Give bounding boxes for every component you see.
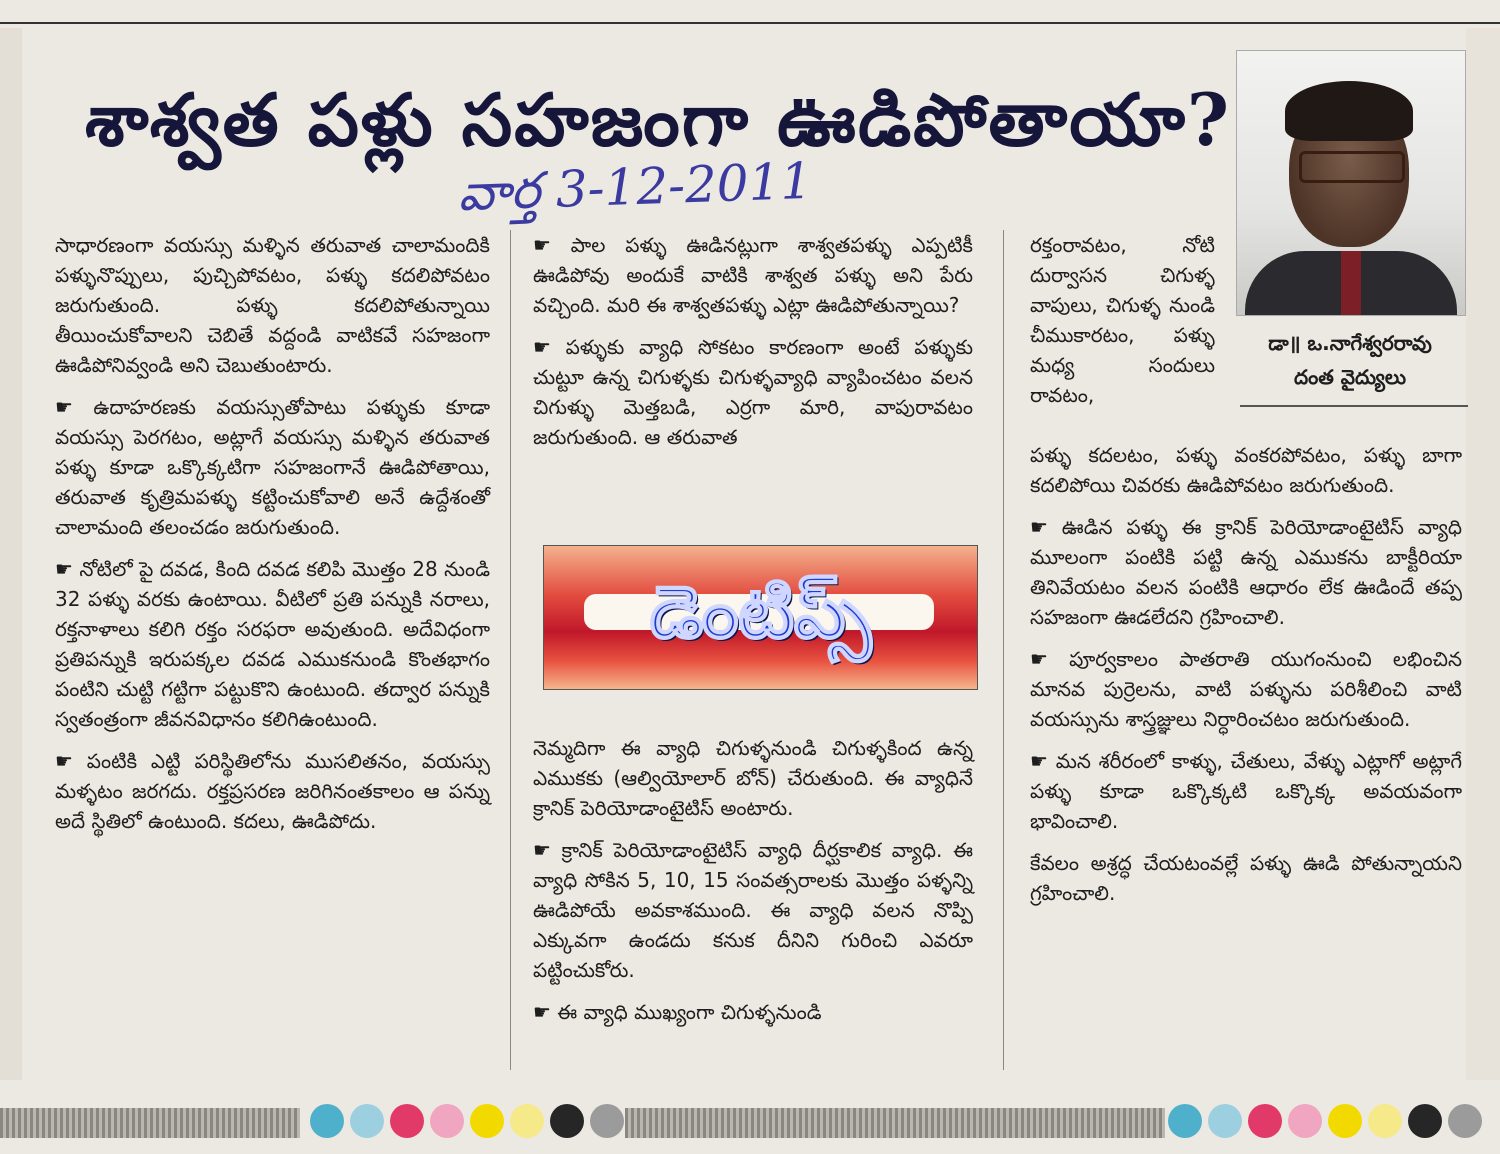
registration-dot [510,1104,544,1138]
paragraph: ☛ పంటికి ఎట్టి పరిస్థితిలోను ముసలితనం, వయస్సు మళ్ళటం జరగదు. రక్తప్రసరణ జరిగినంతకాలం ఆ పన్ను అదే స్థితిలో ఉంటుంది. కదలు, ఊడిపోదు. [55,749,490,833]
paragraph: ☛ ఉదాహరణకు వయస్సుతోపాటు పళ్ళుకు కూడా వయస్సు పెరగటం, అట్లాగే వయస్సు మళ్ళిన తరువాత పళ్ళు కూడా ఒక్కొక్కటిగా సహజంగానే ఊడిపోతాయి, తరువాత కృత్రిమపళ్ళు కట్టించుకోవాలి అనే ఉద్దేశంతో చాలామంది తలంచడం జరుగుతుంది. [55,395,490,539]
registration-dot [1368,1104,1402,1138]
registration-dot [1248,1104,1282,1138]
author-photo [1236,50,1466,316]
author-title: దంత వైద్యులు [1293,365,1407,389]
paragraph: ☛ పాల పళ్ళు ఊడినట్లుగా శాశ్వతపళ్ళు ఎప్పటికీ ఊడిపోవు అందుకే వాటికి శాశ్వత పళ్ళు అని పేరు వచ్చింది. మరి ఈ శాశ్వతపళ్ళు ఎట్లా ఊడిపోతున్నాయి? [533,233,973,317]
paragraph: ☛ నోటిలో పై దవడ, కింది దవడ కలిపి మొత్తం 28 నుండి 32 పళ్ళు వరకు ఉంటాయి. వీటిలో ప్రతి పన్నుకి నరాలు, రక్తనాళాలు కలిగి రక్తం సరఫరా అవుతుంది. అదేవిధంగా ప్రతిపన్నుకి ఇరుపక్కల దవడ ఎముకనుండి కొంతభాగం పంటిని చుట్టి గట్టిగా పట్టుకొని ఉంటుంది. తద్వార పన్నుకి స్వతంత్రంగా జీవనవిధానం కలిగిఉంటుంది. [55,557,490,731]
paragraph: నెమ్మదిగా ఈ వ్యాధి చిగుళ్ళనుండి చిగుళ్ళకింద ఉన్న ఎముకకు (ఆల్వియోలార్ బోన్) చేరుతుంది. ఈ వ్యాధినే క్రానిక్ పెరియోడాంటైటిస్ అంటారు. [533,736,973,820]
registration-dot [390,1104,424,1138]
registration-dot [310,1104,344,1138]
top-rule [0,22,1500,24]
dentips-logo-text: డెంటిప్స్ [649,570,872,654]
column-divider [1003,230,1004,1070]
article-column-3 [1030,440,1462,920]
registration-dot [1208,1104,1242,1138]
registration-dot [1448,1104,1482,1138]
handwritten-date-note: వార్త 3-12-2011 [456,151,814,223]
paragraph: ☛ పూర్వకాలం పాతరాతి యుగంనుంచి లభించిన మానవ పుర్రెలను, వాటి పళ్ళును పరిశీలించి వాటి వయస్సును శాస్త్రజ్ఞులు నిర్ధారించటం జరుగుతుంది. [1030,647,1462,731]
author-name: డా॥ ఒ.నాగేశ్వరరావు [1268,331,1432,355]
column-divider [510,230,511,1070]
registration-dot [350,1104,384,1138]
print-registration-stripe [625,1108,1165,1138]
article-column-1 [55,230,490,848]
paragraph: ☛ ఈ వ్యాధి ముఖ్యంగా చిగుళ్ళనుండి [533,1000,822,1024]
article-column-2 [533,230,973,464]
headline: శాశ్వత పళ్లు సహజంగా ఊడిపోతాయా? [85,77,1232,162]
registration-dot [1168,1104,1202,1138]
paragraph: కేవలం అశ్రద్ధ చేయటంవల్లే పళ్ళు ఊడి పోతున్నాయని గ్రహించాలి. [1030,851,1462,905]
registration-dot [550,1104,584,1138]
article-column-3-top [1030,230,1215,422]
registration-dot [1328,1104,1362,1138]
author-caption [1246,326,1454,394]
registration-dot [1408,1104,1442,1138]
paragraph: ☛ పళ్ళుకు వ్యాధి సోకటం కారణంగా అంటే పళ్ళుకు చుట్టూ ఉన్న చిగుళ్ళకు చిగుళ్ళవ్యాధి వ్యాపించటం వలన చిగుళ్ళు మెత్తబడి, ఎర్రగా మారి, వాపురావటం జరుగుతుంది. ఆ తరువాత [533,335,973,449]
paragraph: రక్తంరావటం, నోటి దుర్వాసన చిగుళ్ళ వాపులు, చిగుళ్ళ నుండి చీముకారటం, పళ్ళు మధ్య సందులు రావటం, [1030,233,1215,407]
print-registration-stripe [0,1108,300,1138]
photo-hair [1285,81,1413,141]
photo-tie [1341,251,1361,315]
dentips-logo-box [543,545,978,690]
paragraph: ☛ క్రానిక్ పెరియోడాంటైటిస్ వ్యాధి దీర్ఘకాలిక వ్యాధి. ఈ వ్యాధి సోకిన 5, 10, 15 సంవత్సరాలకు మొత్తం పళ్ళన్ని ఊడిపోయే అవకాశముంది. ఈ వ్యాధి వలన నొప్పి ఎక్కువగా ఉండదు కనుక దీనిని గురించి ఎవరూ పట్టించుకోరు. [533,838,973,982]
paragraph: సాధారణంగా వయస్సు మళ్ళిన తరువాత చాలామందికి పళ్ళునొప్పులు, పుచ్చిపోవటం, పళ్ళు కదలిపోవటం జరుగుతుంది. పళ్ళు కదలిపోతున్నాయి తీయించుకోవాలని చెబితే వద్దండి వాటికవే సహజంగా ఊడిపోనివ్వండి అని చెబుతుంటారు. [55,233,490,377]
caption-rule [1240,405,1468,407]
color-registration-dots [310,1104,624,1138]
paragraph: ☛ ఊడిన పళ్ళు ఈ క్రానిక్ పెరియోడాంటైటిస్ వ్యాధి మూలంగా పంటికి పట్టి ఉన్న ఎముకను బాక్టీరియా తినివేయటం వలన పంటికి ఆధారం లేక ఊడిందే తప్ప సహజంగా ఊడలేదని గ్రహించాలి. [1030,515,1462,629]
article-column-2-continued [533,733,973,1039]
registration-dot [470,1104,504,1138]
registration-dot [1288,1104,1322,1138]
registration-dot [430,1104,464,1138]
paragraph: ☛ మన శరీరంలో కాళ్ళు, చేతులు, వేళ్ళు ఎట్లాగో అట్లాగే పళ్ళు కూడా ఒక్కొక్కటి ఒక్కొక్క అవయవంగా భావించాలి. [1030,749,1462,833]
registration-dot [590,1104,624,1138]
photo-glasses [1299,151,1405,183]
color-registration-dots [1168,1104,1482,1138]
left-margin-strip [0,28,22,1080]
right-margin-strip [1466,28,1500,1080]
paragraph: పళ్ళు కదలటం, పళ్ళు వంకరపోవటం, పళ్ళు బాగా కదలిపోయి చివరకు ఊడిపోవటం జరుగుతుంది. [1030,443,1462,497]
